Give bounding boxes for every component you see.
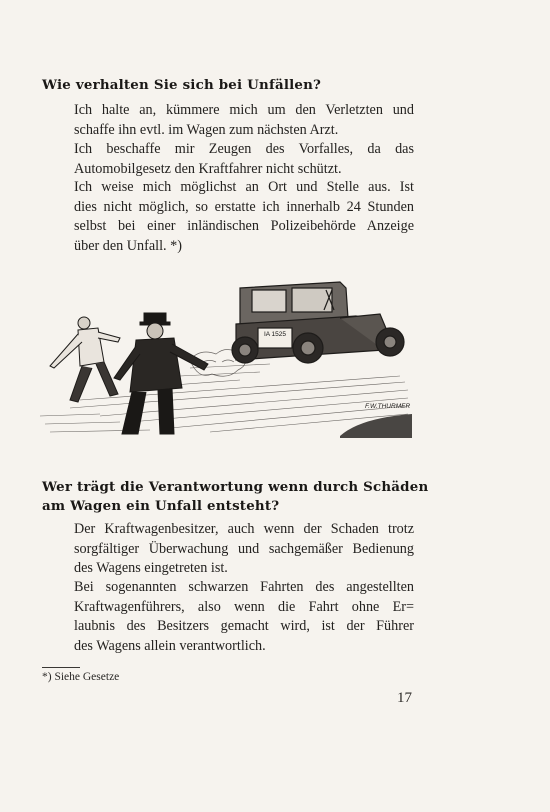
text-line: Bei sogenannten schwarzen Fahrten des angestellten (74, 579, 414, 595)
footnote-rule (42, 667, 80, 668)
section-heading-responsibility-line1: Wer trägt die Verantwortung wenn durch Schäden (42, 479, 429, 495)
text-line: über den Unfall. *) (74, 237, 182, 254)
artist-signature: F.W.THURMER (365, 403, 411, 410)
text-line: Automobilgesetz den Kraftfahrer nicht schützt. (74, 160, 342, 177)
accident-illustration (40, 268, 412, 438)
text-line: laubnis des Besitzers gemacht wird, ist der Führer (74, 618, 414, 634)
text-line: des Wagens allein verantwortlich. (74, 637, 266, 654)
man-with-hat (114, 313, 208, 434)
paragraph-stop-and-help (74, 101, 414, 140)
car (232, 282, 404, 363)
text-line: dies nicht möglich, so erstatte ich innerhalb 24 Stunden (74, 198, 414, 215)
page-number: 17 (397, 690, 412, 706)
text-line: Ich beschaffe mir Zeugen des Vorfalles, da das (74, 141, 414, 157)
footnote: *) Siehe Gesetze (42, 671, 120, 683)
text-line: sorgfältiger Überwachung und sachgemäßer Bedienung (74, 540, 414, 557)
section-heading-accidents: Wie verhalten Sie sich bei Unfällen? (42, 77, 322, 93)
text-line: Ich weise mich möglichst an Ort und Stelle aus. Ist (74, 179, 414, 195)
text-line: Ich halte an, kümmere mich um den Verletzten und (74, 102, 414, 118)
text-line: Der Kraftwagenbesitzer, auch wenn der Schaden trotz (74, 521, 414, 537)
paragraph-owner-liable (74, 520, 414, 579)
gravel (340, 414, 412, 438)
license-plate-text: IA 1525 (263, 331, 287, 338)
road-hatching (40, 364, 411, 432)
section-heading-responsibility-line2: am Wagen ein Unfall entsteht? (42, 498, 280, 514)
text-line: schaffe ihn evtl. im Wagen zum nächsten Arzt. (74, 121, 339, 138)
paragraph-identification (74, 178, 414, 256)
paragraph-driver-liable (74, 578, 414, 656)
fleeing-person (50, 317, 120, 402)
paragraph-witnesses (74, 140, 414, 179)
text-line: Kraftwagenführers, also wenn die Fahrt ohne Er= (74, 598, 414, 615)
text-line: selbst bei einer inländischen Polizeibehörde Anzeige (74, 218, 414, 234)
text-line: des Wagens eingetreten ist. (74, 560, 228, 576)
